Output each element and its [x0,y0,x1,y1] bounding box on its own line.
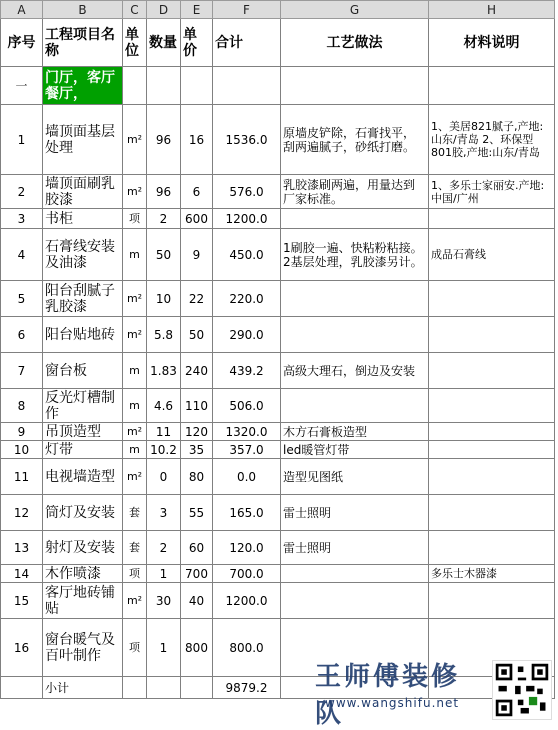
row-total: 1200.0 [213,583,281,619]
column-letter: G [281,1,429,19]
row-qty: 30 [147,583,181,619]
row-craft: 1刷胶一遍、快粘粉粘接。2基层处理，乳胶漆另计。 [281,229,429,281]
row-price: 40 [181,583,213,619]
row-qty: 11 [147,423,181,441]
row-qty: 10 [147,281,181,317]
row-total: 220.0 [213,281,281,317]
table-row [1,281,555,317]
empty-cell [123,67,147,105]
row-material [429,495,555,531]
row-no: 12 [1,495,43,531]
row-unit: m [123,353,147,389]
row-craft: 高级大理石，倒边及安装 [281,353,429,389]
row-no: 4 [1,229,43,281]
row-craft: 雷士照明 [281,531,429,565]
row-price: 16 [181,105,213,175]
row-qty: 5.8 [147,317,181,353]
row-qty: 96 [147,105,181,175]
table-row [1,565,555,583]
row-unit: m² [123,281,147,317]
column-letter: B [43,1,123,19]
table-row [1,441,555,459]
row-material [429,389,555,423]
row-price: 22 [181,281,213,317]
row-qty: 10.2 [147,441,181,459]
row-unit: m² [123,459,147,495]
row-qty: 2 [147,531,181,565]
row-item-name: 阳台刮腻子乳胶漆 [43,281,123,317]
row-no: 15 [1,583,43,619]
row-item-name: 墙顶面基层处理 [43,105,123,175]
empty-cell [181,677,213,699]
row-no: 1 [1,105,43,175]
row-no: 10 [1,441,43,459]
row-unit: m² [123,583,147,619]
header-craft: 工艺做法 [281,19,429,67]
row-price: 6 [181,175,213,209]
subtotal-total: 9879.2 [213,677,281,699]
row-total: 1536.0 [213,105,281,175]
table-row [1,229,555,281]
row-material [429,281,555,317]
row-no: 14 [1,565,43,583]
row-craft: 原墙皮铲除，石膏找平，刮两遍腻子，砂纸打磨。 [281,105,429,175]
row-craft [281,281,429,317]
row-unit: 项 [123,209,147,229]
row-item-name: 筒灯及安装 [43,495,123,531]
table-row [1,583,555,619]
row-total: 506.0 [213,389,281,423]
row-item-name: 墙顶面刷乳胶漆 [43,175,123,209]
row-craft [281,389,429,423]
header-item: 工程项目名称 [43,19,123,67]
row-no: 6 [1,317,43,353]
row-unit: m² [123,105,147,175]
watermark-url: www.wangshifu.net [325,696,460,710]
row-unit: m [123,389,147,423]
row-craft [281,583,429,619]
row-no: 2 [1,175,43,209]
row-item-name: 射灯及安装 [43,531,123,565]
row-price: 9 [181,229,213,281]
row-craft [281,565,429,583]
row-total: 357.0 [213,441,281,459]
empty-cell [147,677,181,699]
row-craft [281,209,429,229]
section-title: 门厅，客厅餐厅， [43,67,123,105]
row-no: 16 [1,619,43,677]
empty-cell [213,67,281,105]
row-price: 50 [181,317,213,353]
row-item-name: 反光灯槽制作 [43,389,123,423]
column-letter: F [213,1,281,19]
row-unit: m² [123,317,147,353]
row-total: 800.0 [213,619,281,677]
table-row [1,175,555,209]
empty-cell [147,67,181,105]
row-price: 80 [181,459,213,495]
row-material [429,583,555,619]
column-letter: D [147,1,181,19]
column-letter-row [1,1,555,19]
row-qty: 96 [147,175,181,209]
row-total: 120.0 [213,531,281,565]
row-total: 450.0 [213,229,281,281]
header-total: 合计 [213,19,281,67]
row-price: 35 [181,441,213,459]
row-total: 700.0 [213,565,281,583]
row-total: 290.0 [213,317,281,353]
row-no: 5 [1,281,43,317]
row-material [429,423,555,441]
row-unit: m² [123,175,147,209]
row-total: 1320.0 [213,423,281,441]
row-unit: 项 [123,619,147,677]
table-row [1,389,555,423]
row-qty: 4.6 [147,389,181,423]
row-unit: 套 [123,495,147,531]
table-row [1,209,555,229]
row-qty: 3 [147,495,181,531]
header-material: 材料说明 [429,19,555,67]
row-price: 60 [181,531,213,565]
row-material [429,531,555,565]
row-item-name: 客厅地砖铺贴 [43,583,123,619]
empty-cell [1,677,43,699]
row-no: 7 [1,353,43,389]
row-qty: 0 [147,459,181,495]
row-item-name: 灯带 [43,441,123,459]
row-material [429,441,555,459]
header-price: 单价 [181,19,213,67]
row-material: 成品石膏线 [429,229,555,281]
row-qty: 1 [147,565,181,583]
row-total: 0.0 [213,459,281,495]
row-no: 13 [1,531,43,565]
row-craft: 雷士照明 [281,495,429,531]
row-unit: m [123,441,147,459]
row-item-name: 阳台贴地砖 [43,317,123,353]
row-material [429,353,555,389]
section-row [1,67,555,105]
table-row [1,105,555,175]
table-row [1,459,555,495]
row-qty: 1 [147,619,181,677]
row-material: 1、美居821腻子,产地:山东/青岛 2、环保型801胶,产地:山东/青岛 [429,105,555,175]
table-row [1,531,555,565]
qr-code-icon [492,660,552,720]
row-item-name: 窗台暖气及百叶制作 [43,619,123,677]
row-price: 55 [181,495,213,531]
row-unit: m [123,229,147,281]
empty-cell [429,67,555,105]
row-craft: 造型见图纸 [281,459,429,495]
row-craft [281,317,429,353]
row-material [429,209,555,229]
row-material: 多乐士木器漆 [429,565,555,583]
row-price: 700 [181,565,213,583]
row-item-name: 木作喷漆 [43,565,123,583]
row-price: 800 [181,619,213,677]
header-unit: 单位 [123,19,147,67]
row-material [429,317,555,353]
row-qty: 50 [147,229,181,281]
column-letter: E [181,1,213,19]
row-craft: 乳胶漆刷两遍，用量达到厂家标准。 [281,175,429,209]
subtotal-label: 小计 [43,677,123,699]
row-material: 1、多乐士家丽安.产地:中国/广州 [429,175,555,209]
row-item-name: 电视墙造型 [43,459,123,495]
row-total: 165.0 [213,495,281,531]
column-letter: H [429,1,555,19]
row-price: 600 [181,209,213,229]
column-letter: A [1,1,43,19]
row-no: 8 [1,389,43,423]
row-total: 439.2 [213,353,281,389]
row-craft: led暖管灯带 [281,441,429,459]
row-item-name: 石膏线安装及油漆 [43,229,123,281]
section-no: 一 [1,67,43,105]
row-unit: m² [123,423,147,441]
table-row [1,353,555,389]
row-price: 120 [181,423,213,441]
row-unit: 项 [123,565,147,583]
table-row [1,495,555,531]
row-price: 110 [181,389,213,423]
row-material [429,459,555,495]
row-total: 1200.0 [213,209,281,229]
header-row [1,19,555,67]
watermark-brand: 王师傅装修队 [315,662,461,729]
row-craft: 木方石膏板造型 [281,423,429,441]
row-price: 240 [181,353,213,389]
row-total: 576.0 [213,175,281,209]
row-item-name: 窗台板 [43,353,123,389]
row-qty: 1.83 [147,353,181,389]
row-item-name: 书柜 [43,209,123,229]
empty-cell [181,67,213,105]
empty-cell [281,67,429,105]
header-qty: 数量 [147,19,181,67]
row-unit: 套 [123,531,147,565]
table-row [1,423,555,441]
row-qty: 2 [147,209,181,229]
column-letter: C [123,1,147,19]
header-no: 序号 [1,19,43,67]
watermark [315,656,483,729]
table-row [1,317,555,353]
row-no: 3 [1,209,43,229]
row-item-name: 吊顶造型 [43,423,123,441]
row-no: 9 [1,423,43,441]
row-no: 11 [1,459,43,495]
empty-cell [123,677,147,699]
